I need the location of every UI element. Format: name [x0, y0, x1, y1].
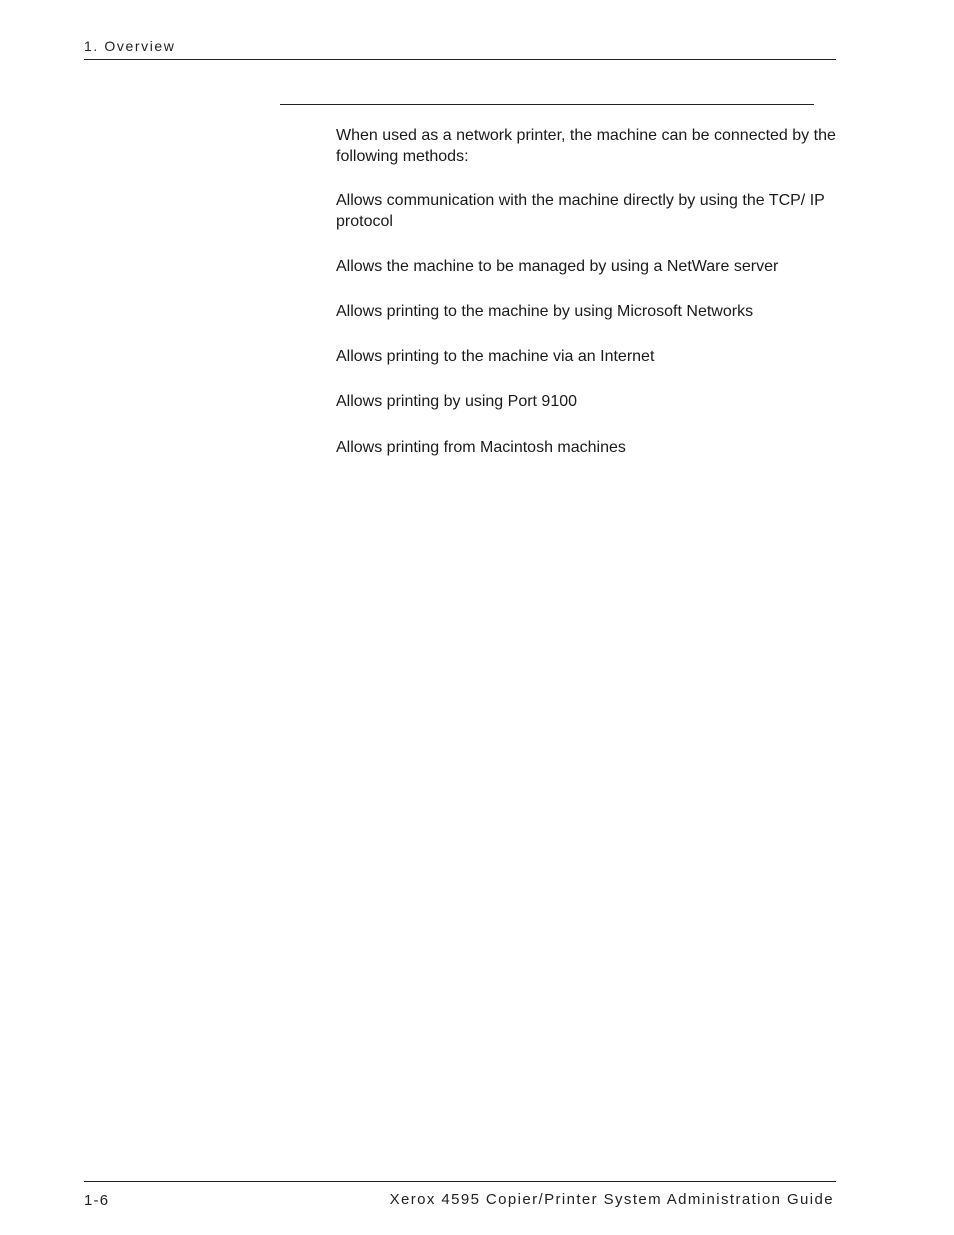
running-head-chapter: 1. Overview	[84, 38, 176, 54]
page-number: 1-6	[84, 1192, 110, 1209]
method-description-macintosh: Allows printing from Macintosh machines	[336, 439, 626, 456]
method-description-tcpip: Allows communication with the machine directly by using the TCP/ IP protocol	[336, 192, 825, 230]
intro-paragraph: When used as a network printer, the machine can be connected by the following methods:	[336, 127, 836, 165]
header-rule	[84, 59, 836, 60]
method-description-port-9100: Allows printing by using Port 9100	[336, 393, 578, 410]
method-description-internet: Allows printing to the machine via an Internet	[336, 348, 655, 365]
document-title: Xerox 4595 Copier/Printer System Administration Guide	[389, 1191, 834, 1208]
method-description-netware: Allows the machine to be managed by using a NetWare server	[336, 258, 779, 275]
footer-rule	[84, 1181, 836, 1182]
method-description-microsoft-networks: Allows printing to the machine by using Microsoft Networks	[336, 303, 754, 320]
section-rule	[280, 104, 814, 105]
